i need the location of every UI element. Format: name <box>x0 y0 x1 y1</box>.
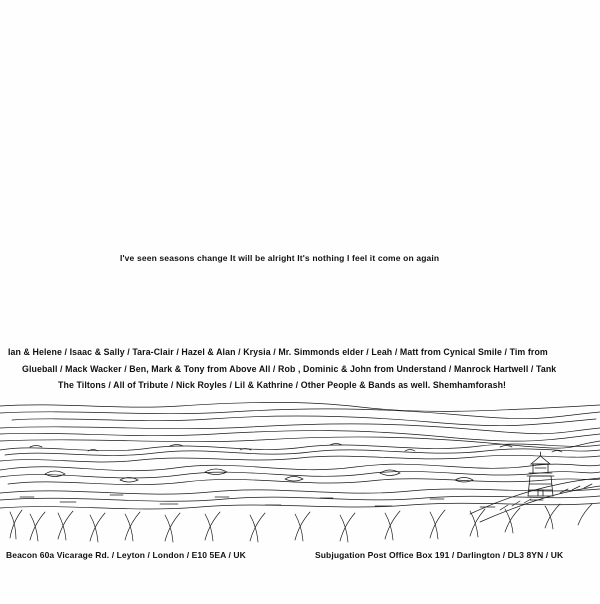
thanks-list <box>8 344 596 394</box>
label-address-beacon: Beacon 60a Vicarage Rd. / Leyton / London / E10 5EA / UK <box>6 550 246 560</box>
thanks-line-2: Glueball / Mack Wacker / Ben, Mark & Tony from Above All / Rob , Dominic & John from Understand / Manrock Hartwell / Tank <box>22 363 557 374</box>
thanks-line-3: The Tiltons / All of Tribute / Nick Royles / Lil & Kathrine / Other People & Bands as well. Shemhamforash! <box>58 380 507 390</box>
lyric-line: I've seen seasons change It will be alright It's nothing I feel it come on again <box>120 253 440 263</box>
footer-addresses <box>0 550 600 572</box>
label-address-subjugation: Subjugation Post Office Box 191 / Darlington / DL3 8YN / UK <box>315 550 564 560</box>
thanks-line-1: Ian & Helene / Isaac & Sally / Tara-Clair / Hazel & Alan / Krysia / Mr. Simmonds elder / Leah / Matt from Cynical Smile / Tim from <box>8 347 548 357</box>
seascape-illustration <box>0 398 600 548</box>
